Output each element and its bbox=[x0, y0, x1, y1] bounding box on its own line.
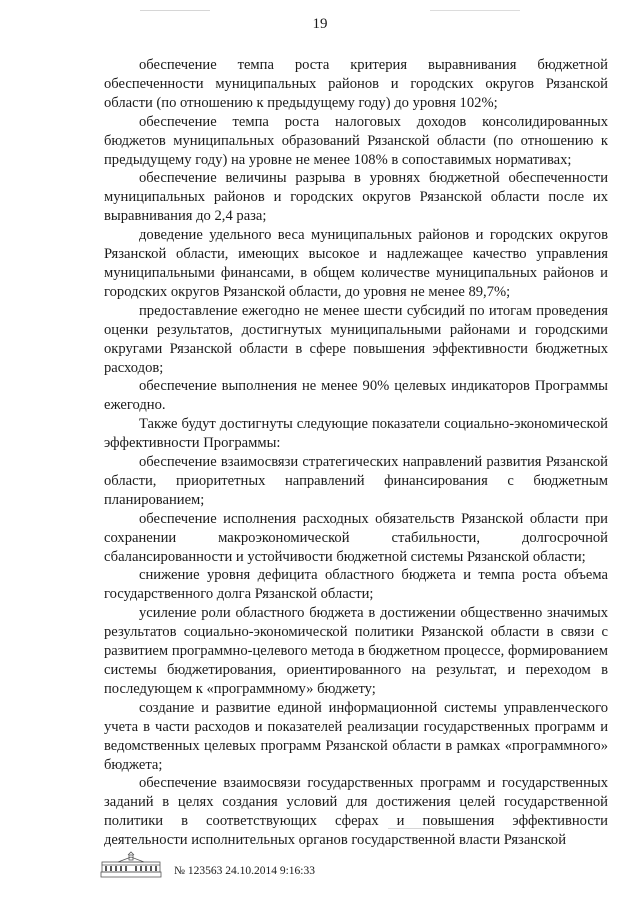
paragraph: обеспечение взаимосвязи стратегических направлений развития Рязанской области, приоритетных направлений финансирования с бюджетным планированием; bbox=[104, 454, 608, 508]
page-number: 19 bbox=[312, 16, 328, 32]
paragraph: обеспечение темпа роста критерия выравнивания бюджетной обеспеченности муниципальных районов и городских округов Рязанской области (по отношению к предыдущему году) до уровня 102%; bbox=[104, 57, 608, 111]
paragraph: обеспечение выполнения не менее 90% целевых индикаторов Программы ежегодно. bbox=[104, 378, 608, 414]
paragraph: создание и развитие единой информационной системы управленческого учета в части расходов и показателей реализации государственных программ и ведомственных целевых программ Рязанской области в рамках «программного» бюджета; bbox=[104, 699, 608, 773]
scan-noise-top-right bbox=[430, 10, 520, 11]
paragraph: обеспечение исполнения расходных обязательств Рязанской области при сохранении макроэкономической стабильности, долгосрочной сбалансированности и устойчивости бюджетной системы Рязанской области; bbox=[104, 510, 608, 565]
paragraph: обеспечение взаимосвязи государственных программ и государственных заданий в целях создания условий для достижения целей государственной политики в соответствующих сферах и повышения эффективности деятельности исполнительных органов государственной власти Рязанской bbox=[104, 775, 608, 849]
registration-footer bbox=[100, 851, 420, 881]
registration-stamp: № 123563 24.10.2014 9:16:33 bbox=[174, 865, 315, 877]
paragraph: снижение уровня дефицита областного бюджета и темпа роста объема государственного долга Рязанской области; bbox=[104, 567, 608, 603]
paragraph: доведение удельного веса муниципальных районов и городских округов Рязанской области, имеющих высокое и надлежащее качество управления муниципальными финансами, в общем количестве муниципальных районов и городских округов Рязанской области, до уровня не менее 89,7%; bbox=[104, 227, 608, 300]
scan-noise-bottom bbox=[388, 828, 448, 829]
paragraph: обеспечение темпа роста налоговых доходов консолидированных бюджетов муниципальных образований Рязанской области (по отношению к предыдущему году) на уровне не менее 108% в сопоставимых нормативах; bbox=[104, 113, 608, 168]
paragraph: обеспечение величины разрыва в уровнях бюджетной обеспеченности муниципальных районов и городских округов Рязанской области после их выравнивания до 2,4 раза; bbox=[104, 170, 608, 225]
scan-noise-top bbox=[140, 10, 210, 11]
government-building-emblem-icon bbox=[100, 851, 162, 879]
paragraph: усиление роли областного бюджета в достижении общественно значимых результатов социально-экономической политики Рязанской области в связи с развитием программно-целевого метода в бюджетном процессе, формированием системы бюджетирования, ориентированного на результат, и переходом в последующем к «программному» бюджету; bbox=[104, 605, 608, 697]
document-body bbox=[104, 56, 608, 850]
paragraph: предоставление ежегодно не менее шести субсидий по итогам проведения оценки результатов, достигнутых муниципальными районами и городскими округами Рязанской области в сфере повышения эффективности бюджетных расходов; bbox=[104, 302, 608, 376]
paragraph: Также будут достигнуты следующие показатели социально-экономической эффективности Программы: bbox=[104, 416, 608, 452]
